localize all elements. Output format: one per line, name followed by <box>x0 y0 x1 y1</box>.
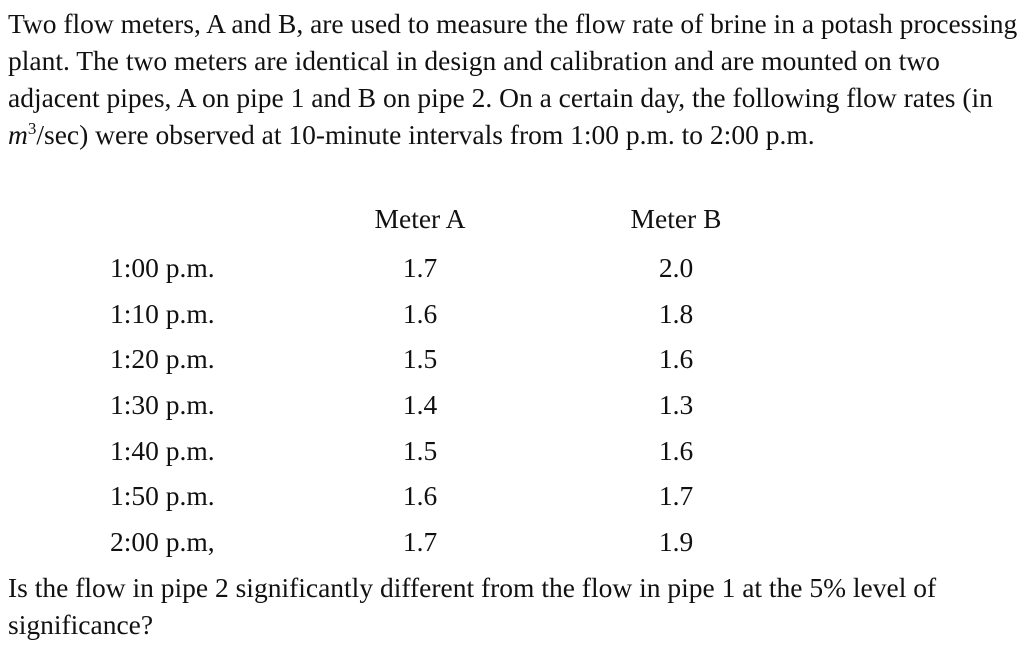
problem-question: Is the flow in pipe 2 significantly different from the flow in pipe 1 at the 5% level of significance? <box>8 572 937 640</box>
meter-b-cell: 1.6 <box>658 434 694 466</box>
table-row <box>0 473 1034 519</box>
meter-a-cell: 1.4 <box>402 389 438 421</box>
meter-b-cell: 1.6 <box>658 343 694 375</box>
unit-exponent: 3 <box>27 119 37 138</box>
table-row <box>0 245 1034 291</box>
meter-b-cell: 1.9 <box>658 526 694 558</box>
meter-a-cell: 1.5 <box>402 343 438 375</box>
time-cell: 2:00 p.m, <box>110 526 215 558</box>
intro-text-part1: Two flow meters, A and B, are used to measure the flow rate of brine in a potash processing plant. The two meters are identical in design and calibration and are mounted on two adjacent pipes, A on pipe 1 and B on pipe 2. On a certain day, the following flow rates (in <box>8 8 1018 113</box>
meter-b-cell: 1.8 <box>658 297 694 329</box>
time-cell: 1:30 p.m. <box>110 389 215 421</box>
meter-b-cell: 1.3 <box>658 389 694 421</box>
table-row <box>0 428 1034 474</box>
meter-a-cell: 1.6 <box>402 297 438 329</box>
time-cell: 1:50 p.m. <box>110 480 215 512</box>
problem-intro <box>8 5 1030 153</box>
column-header-meter-a: Meter A <box>374 203 466 234</box>
column-header-meter-b: Meter B <box>630 203 722 234</box>
flow-rate-table <box>0 245 1034 565</box>
table-row <box>0 336 1034 382</box>
table-row <box>0 291 1034 337</box>
meter-a-cell: 1.6 <box>402 480 438 512</box>
meter-a-cell: 1.7 <box>402 526 438 558</box>
time-cell: 1:20 p.m. <box>110 343 215 375</box>
time-cell: 1:40 p.m. <box>110 434 215 466</box>
meter-a-cell: 1.5 <box>402 434 438 466</box>
time-cell: 1:10 p.m. <box>110 297 215 329</box>
table-row <box>0 519 1034 565</box>
intro-text-part2: /sec) were observed at 10-minute intervals from 1:00 p.m. to 2:00 p.m. <box>36 119 815 150</box>
unit-base: m <box>8 119 28 150</box>
meter-b-cell: 2.0 <box>658 252 694 283</box>
time-cell: 1:00 p.m. <box>110 252 215 283</box>
meter-a-cell: 1.7 <box>402 252 438 283</box>
table-row <box>0 382 1034 428</box>
meter-b-cell: 1.7 <box>658 480 694 512</box>
